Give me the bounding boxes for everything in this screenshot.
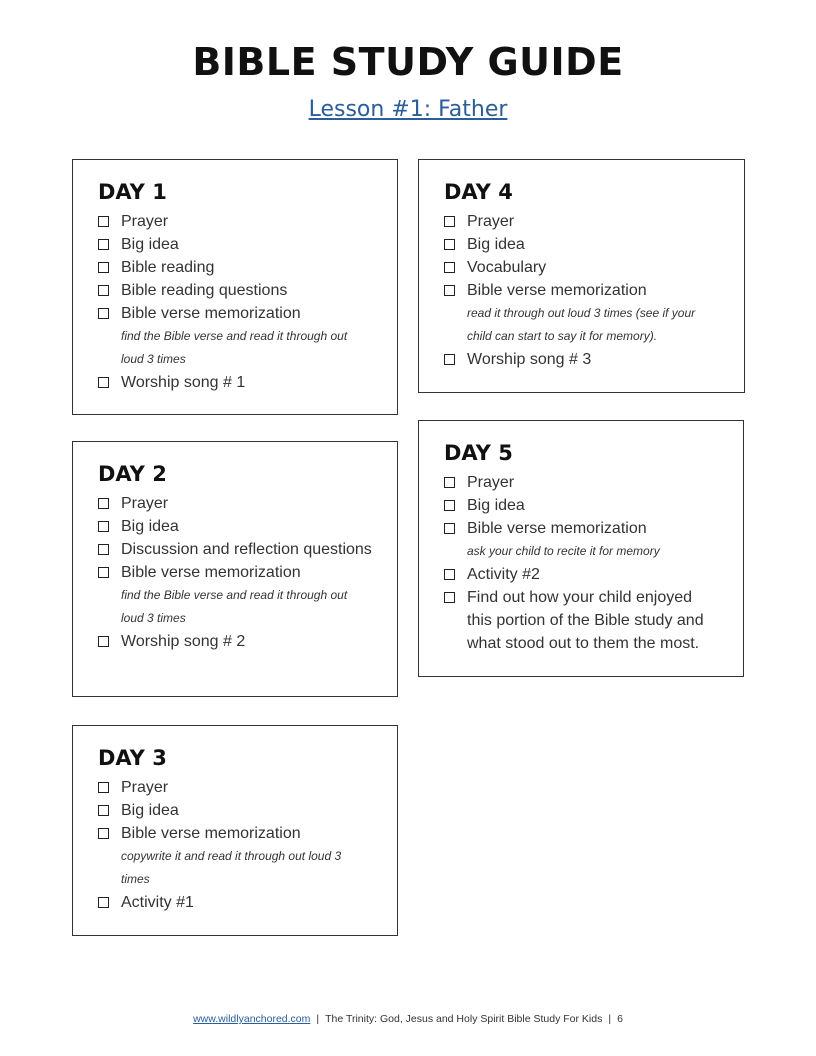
checklist-item-note: ask your child to recite it for memory — [467, 544, 660, 558]
checklist-item — [444, 494, 719, 517]
checklist — [444, 471, 719, 655]
checklist-item-label: Bible reading questions — [121, 282, 288, 299]
checkbox[interactable] — [98, 897, 109, 908]
checkbox[interactable] — [98, 521, 109, 532]
checklist-item — [444, 279, 720, 348]
checklist-item-label: Activity #1 — [121, 894, 194, 911]
checklist-item — [98, 538, 373, 561]
footer-separator: | — [316, 1013, 320, 1025]
day-title: DAY 5 — [444, 441, 513, 465]
checklist-item — [444, 233, 720, 256]
checkbox[interactable] — [98, 262, 109, 273]
checklist-item-label: Worship song # 2 — [121, 633, 246, 650]
checklist-item — [444, 348, 720, 371]
checkbox[interactable] — [444, 239, 455, 250]
checkbox[interactable] — [444, 569, 455, 580]
checklist-item-label: Bible verse memorization — [121, 825, 301, 842]
checklist-item — [444, 563, 719, 586]
checkbox[interactable] — [444, 592, 455, 603]
checklist-item — [444, 471, 719, 494]
checklist-item-label: Big idea — [121, 236, 179, 253]
page-footer — [0, 1013, 816, 1025]
checkbox[interactable] — [444, 262, 455, 273]
checkbox[interactable] — [444, 285, 455, 296]
checkbox[interactable] — [98, 498, 109, 509]
checkbox[interactable] — [98, 308, 109, 319]
checklist-item-label: Worship song # 1 — [121, 374, 246, 391]
checkbox[interactable] — [98, 636, 109, 647]
checklist-item-label: Find out how your child enjoyed this portion of the Bible study and what stood out to them the most. — [467, 589, 704, 652]
checkbox[interactable] — [98, 805, 109, 816]
checklist-item-label: Prayer — [121, 213, 169, 230]
checklist-item-label: Big idea — [121, 802, 179, 819]
checklist-item — [98, 210, 373, 233]
day-card — [418, 159, 745, 393]
checklist — [444, 210, 720, 371]
checkbox[interactable] — [98, 377, 109, 388]
checkbox[interactable] — [98, 544, 109, 555]
checklist-item — [98, 279, 373, 302]
day-card — [72, 725, 398, 936]
page-number: 6 — [617, 1013, 623, 1025]
checklist-item — [98, 233, 373, 256]
checklist-item — [98, 822, 373, 891]
checklist-item — [98, 561, 373, 630]
checklist — [98, 776, 373, 914]
checklist-item-label: Big idea — [467, 236, 525, 253]
day-card — [72, 441, 398, 697]
checklist-item — [98, 492, 373, 515]
checklist-item-label: Prayer — [121, 779, 169, 796]
checklist-item — [98, 371, 373, 394]
checklist-item-label: Prayer — [467, 474, 515, 491]
checklist-item-label: Bible verse memorization — [467, 520, 647, 537]
day-card — [72, 159, 398, 415]
checklist-item-label: Bible verse memorization — [121, 564, 301, 581]
checklist-item-note: copywrite it and read it through out loud 3 times — [121, 849, 342, 886]
checklist-item-label: Big idea — [467, 497, 525, 514]
checklist-item-label: Prayer — [121, 495, 169, 512]
checklist-item-label: Prayer — [467, 213, 515, 230]
checklist-item — [444, 256, 720, 279]
checklist-item-label: Bible verse memorization — [467, 282, 647, 299]
checklist — [98, 492, 373, 653]
checkbox[interactable] — [98, 216, 109, 227]
checkbox[interactable] — [444, 523, 455, 534]
checkbox[interactable] — [444, 500, 455, 511]
checkbox[interactable] — [444, 354, 455, 365]
day-card — [418, 420, 744, 677]
checklist-item — [98, 776, 373, 799]
checklist-item-label: Bible reading — [121, 259, 215, 276]
checkbox[interactable] — [98, 239, 109, 250]
checklist-item — [444, 517, 719, 563]
checklist — [98, 210, 373, 394]
checklist-item — [98, 256, 373, 279]
checklist-item — [98, 799, 373, 822]
checklist-item-note: find the Bible verse and read it through out loud 3 times — [121, 588, 348, 625]
checkbox[interactable] — [98, 285, 109, 296]
checkbox[interactable] — [444, 216, 455, 227]
checklist-item — [444, 586, 719, 655]
checklist-item-label: Vocabulary — [467, 259, 547, 276]
checklist-item — [444, 210, 720, 233]
checkbox[interactable] — [98, 782, 109, 793]
footer-separator: | — [608, 1013, 612, 1025]
checklist-item — [98, 891, 373, 914]
checklist-item-note: read it through out loud 3 times (see if your child can start to say it for memory). — [467, 306, 696, 343]
checklist-item-label: Bible verse memorization — [121, 305, 301, 322]
checklist-item — [98, 302, 373, 371]
day-title: DAY 1 — [98, 180, 167, 204]
checklist-item-label: Activity #2 — [467, 566, 540, 583]
page-title: BIBLE STUDY GUIDE — [192, 40, 624, 84]
checklist-item — [98, 515, 373, 538]
footer-text: The Trinity: God, Jesus and Holy Spirit Bible Study For Kids — [325, 1013, 603, 1025]
checklist-item-label: Worship song # 3 — [467, 351, 592, 368]
lesson-subtitle-link[interactable]: Lesson #1: Father — [308, 97, 508, 122]
day-title: DAY 2 — [98, 462, 167, 486]
checklist-item — [98, 630, 373, 653]
checkbox[interactable] — [98, 828, 109, 839]
website-link[interactable]: www.wildlyanchored.com — [193, 1013, 311, 1025]
checklist-item-note: find the Bible verse and read it through out loud 3 times — [121, 329, 348, 366]
checklist-item-label: Discussion and reflection questions — [121, 541, 372, 558]
checklist-item-label: Big idea — [121, 518, 179, 535]
checkbox[interactable] — [444, 477, 455, 488]
day-title: DAY 3 — [98, 746, 167, 770]
checkbox[interactable] — [98, 567, 109, 578]
day-title: DAY 4 — [444, 180, 513, 204]
